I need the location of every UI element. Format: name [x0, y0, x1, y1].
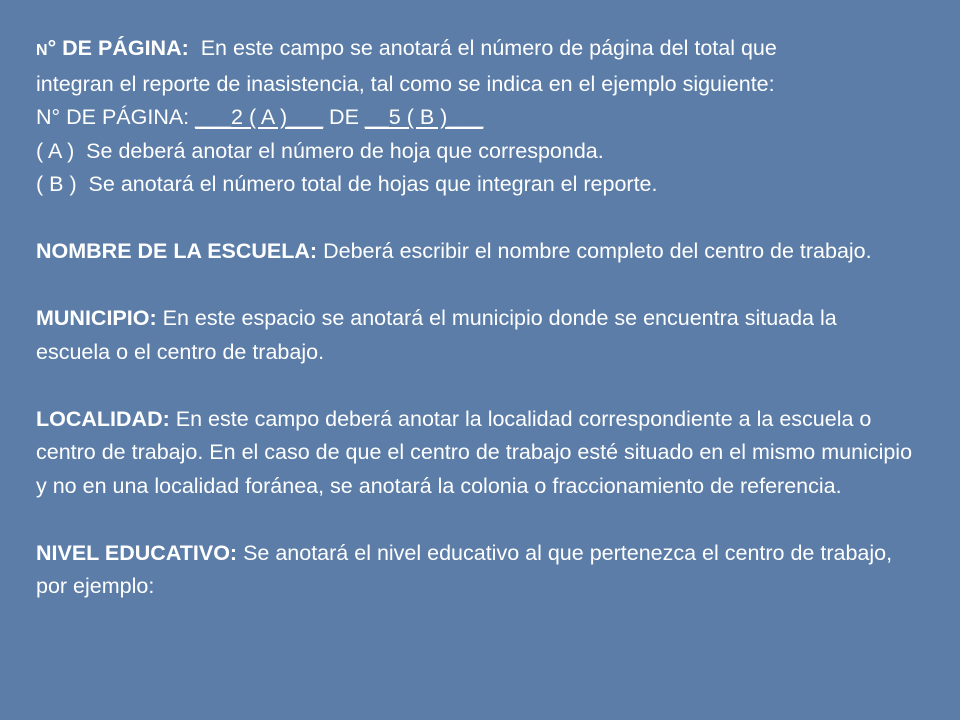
escuela-label: NOMBRE DE LA ESCUELA: — [36, 239, 318, 263]
spacer — [36, 369, 916, 403]
pagina-description: En este campo se anotará el número de página del total que — [188, 36, 777, 60]
escuela-paragraph — [36, 235, 916, 269]
localidad-label: LOCALIDAD: — [36, 406, 170, 431]
pagina-line-2: integran el reporte de inasistencia, tal como se indica en el ejemplo siguiente: — [36, 71, 775, 96]
nivel-paragraph — [36, 537, 916, 604]
municipio-label: MUNICIPIO: — [36, 306, 157, 330]
pagina-line-1 — [36, 32, 916, 68]
spacer — [36, 269, 916, 303]
nivel-description: Se anotará el nivel educativo al que pertenezca el centro de trabajo, por ejemplo: — [36, 540, 893, 598]
pagina-example-b: __5 ( B )___ — [364, 105, 484, 129]
localidad-description: En este campo deberá anotar la localidad correspondiente a la escuela o centro de trabajo. En el caso de que el centro de trabajo esté situado en el mismo municipio y no en una localidad foránea, se anotará la colonia o fraccionamiento de referencia. — [36, 406, 913, 498]
pagina-example-de: DE — [323, 105, 365, 129]
pagina-label-n: N — [36, 42, 48, 59]
instructions-text-block — [36, 32, 916, 604]
pagina-example-a: ___2 ( A )___ — [195, 105, 324, 129]
spacer — [36, 503, 916, 537]
spacer — [36, 202, 916, 236]
municipio-description: En este espacio se anotará el municipio donde se encuentra situada la escuela o el centro de trabajo. — [36, 306, 837, 364]
municipio-paragraph — [36, 302, 916, 369]
pagina-example-label: N° DE PÁGINA: — [36, 105, 196, 129]
escuela-description: Deberá escribir el nombre completo del centro de trabajo. — [317, 239, 872, 263]
pagina-note-b: ( B ) Se anotará el número total de hojas que integran el reporte. — [36, 172, 658, 196]
nivel-label: NIVEL EDUCATIVO: — [36, 540, 238, 565]
pagina-label: ° DE PÁGINA: — [47, 36, 189, 60]
pagina-example — [36, 101, 916, 135]
pagina-note-a: ( A ) Se deberá anotar el número de hoja que corresponda. — [36, 138, 604, 163]
localidad-paragraph — [36, 403, 916, 504]
